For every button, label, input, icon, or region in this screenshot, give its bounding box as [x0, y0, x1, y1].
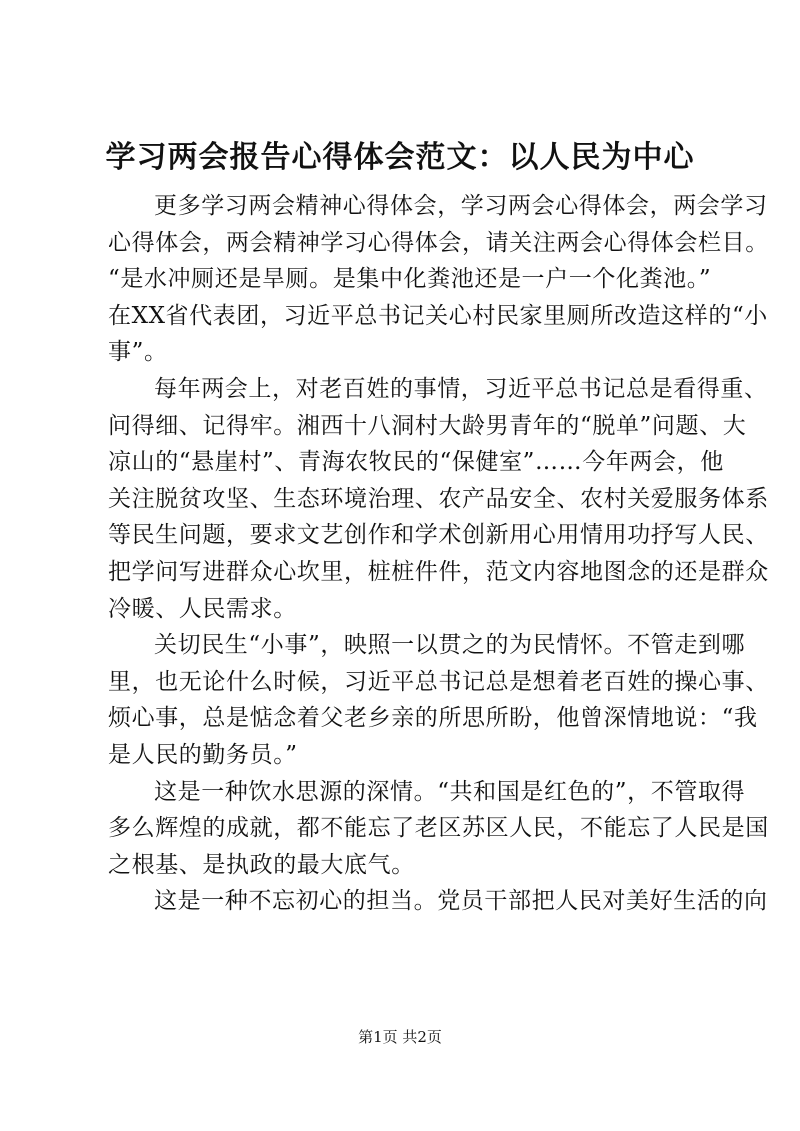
paragraph-line: 冷暖、人民需求。 — [108, 595, 297, 622]
paragraph-line: 里，也无论什么时候，习近平总书记总是想着老百姓的操心事、 — [108, 668, 769, 695]
paragraph-line: “是水冲厕还是旱厕。是集中化粪池还是一户一个化粪池。” — [108, 266, 712, 293]
paragraph-line: 把学问写进群众心坎里，桩桩件件，范文内容地图念的还是群众 — [108, 558, 769, 585]
paragraph-line: 事”。 — [108, 339, 168, 366]
paragraph-line: 这是一种饮水思源的深情。“共和国是红色的”，不管取得 — [154, 778, 746, 805]
document-title: 学习两会报告心得体会范文：以人民为中心 — [105, 140, 695, 175]
paragraph-line: 问得细、记得牢。湘西十八洞村大龄男青年的“脱单”问题、大 — [108, 412, 747, 439]
paragraph-line: 心得体会，两会精神学习心得体会，请关注两会心得体会栏目。 — [108, 229, 769, 256]
paragraph-line: 关切民生“小事”，映照一以贯之的为民情怀。不管走到哪 — [154, 632, 746, 659]
paragraph-line: 之根基、是执政的最大底气。 — [108, 851, 415, 878]
paragraph-line: 这是一种不忘初心的担当。党员干部把人民对美好生活的向 — [154, 888, 768, 915]
paragraph-line: 凉山的“悬崖村”、青海农牧民的“保健室”……今年两会，他 — [108, 449, 724, 476]
paragraph-line: 每年两会上，对老百姓的事情，习近平总书记总是看得重、 — [154, 375, 768, 402]
paragraph-line: 是人民的勤务员。” — [108, 741, 298, 768]
paragraph-line: 关注脱贫攻坚、生态环境治理、农产品安全、农村关爱服务体系 — [108, 485, 769, 512]
paragraph-line: 多么辉煌的成就，都不能忘了老区苏区人民，不能忘了人民是国 — [108, 815, 769, 842]
paragraph-line: 更多学习两会精神心得体会，学习两会心得体会，两会学习 — [154, 193, 768, 219]
paragraph-line: 等民生问题，要求文艺创作和学术创新用心用情用功抒写人民、 — [108, 522, 769, 549]
document-body — [108, 188, 769, 920]
page-footer: 第1页 共2页 — [358, 1028, 442, 1046]
paragraph-line: 烦心事，总是惦念着父老乡亲的所思所盼，他曾深情地说：“我 — [108, 705, 758, 732]
paragraph-line: 在XX省代表团，习近平总书记关心村民家里厕所改造这样的“小 — [108, 302, 768, 329]
